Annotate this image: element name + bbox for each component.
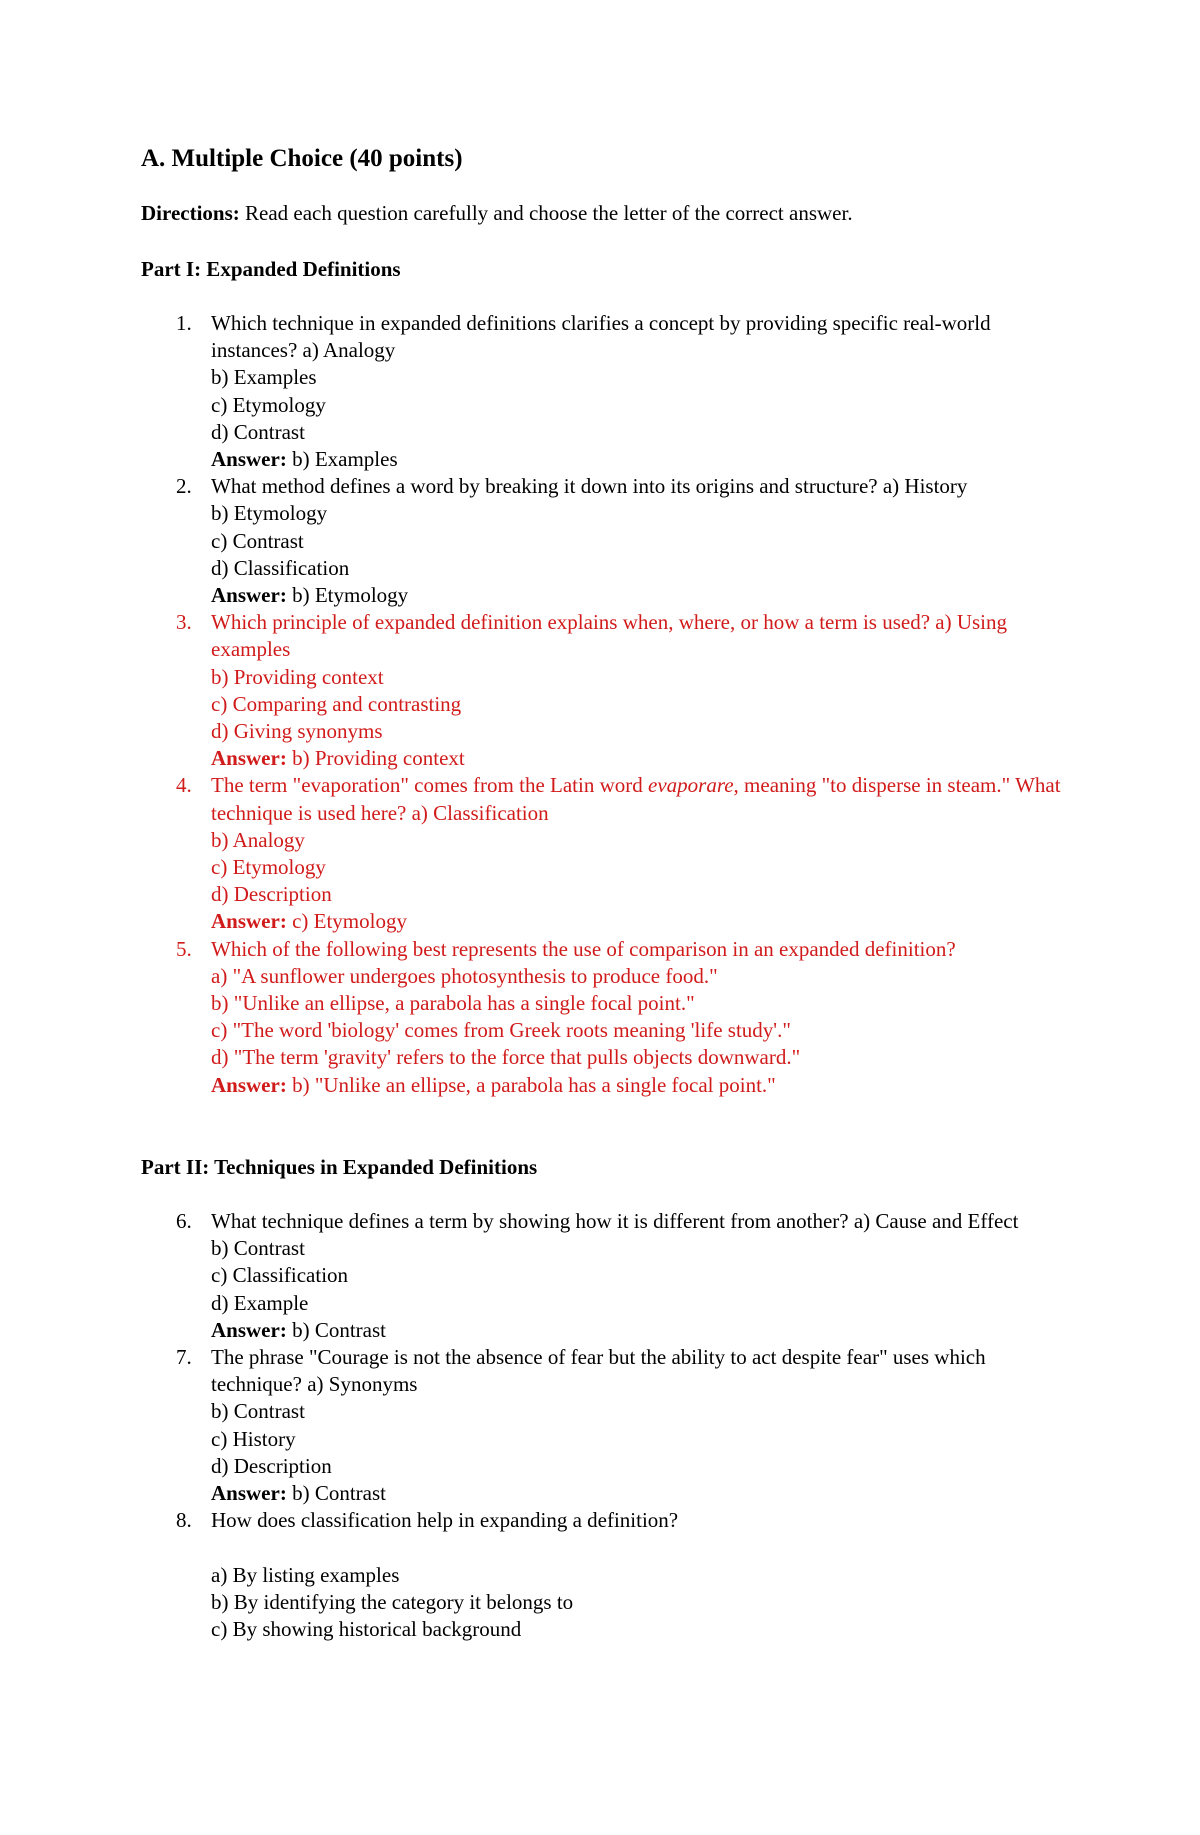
directions-label: Directions:	[141, 201, 240, 225]
answer-label: Answer:	[211, 1072, 287, 1097]
option-b: b) Analogy	[211, 827, 305, 852]
option-b: b) Providing context	[211, 664, 384, 689]
answer-label: Answer:	[211, 447, 287, 472]
option-d: d) Description	[211, 1453, 332, 1478]
answer-label: Answer:	[211, 1317, 287, 1342]
option-c: c) Etymology	[211, 392, 326, 417]
answer-text: c) Etymology	[286, 909, 407, 934]
question-number: 1.	[176, 311, 192, 335]
answer-label: Answer:	[211, 909, 287, 934]
answer-line	[211, 908, 1071, 935]
option-b: b) "Unlike an ellipse, a parabola has a single focal point."	[211, 991, 695, 1016]
question-number: 8.	[176, 1508, 192, 1533]
option-c: c) Comparing and contrasting	[211, 691, 462, 716]
latin-term: evaporare	[648, 773, 734, 798]
question-text: How does classification help in expanding a definition?	[211, 1508, 679, 1533]
answer-label: Answer:	[211, 583, 287, 608]
answer-line	[211, 582, 1071, 609]
question-number: 3.	[176, 610, 192, 635]
option-c: c) Classification	[211, 1263, 349, 1288]
question-text: What method defines a word by breaking it down into its origins and structure? a) History	[211, 474, 968, 499]
option-d: d) Classification	[211, 555, 350, 580]
answer-line	[211, 1317, 1071, 1344]
answer-line	[211, 1072, 1071, 1099]
question-2	[141, 473, 1071, 609]
answer-text: b) Providing context	[286, 746, 465, 771]
answer-text: b) Contrast	[286, 1317, 386, 1342]
option-d: d) Giving synonyms	[211, 719, 383, 744]
part-2-question-list	[141, 1208, 1071, 1643]
question-text-after: , meaning "to disperse in steam." What technique is used here? a) Classification	[211, 773, 1061, 825]
answer-text: b) Contrast	[286, 1481, 386, 1506]
option-c: c) History	[211, 1426, 296, 1451]
question-text: Which technique in expanded definitions clarifies a concept by providing specific real-world instances? a) Analogy	[211, 311, 991, 363]
option-d: d) Description	[211, 882, 332, 907]
option-c: c) By showing historical background	[211, 1617, 522, 1642]
answer-line	[211, 446, 1071, 473]
question-1	[141, 310, 1071, 473]
option-a: a) "A sunflower undergoes photosynthesis to produce food."	[211, 963, 718, 988]
question-number: 7.	[176, 1345, 192, 1370]
answer-text: b) Etymology	[286, 583, 409, 608]
option-b: b) Etymology	[211, 501, 328, 526]
question-3	[141, 609, 1071, 772]
question-number: 4.	[176, 773, 192, 798]
answer-text: b) Examples	[286, 447, 398, 472]
answer-line	[211, 1480, 1071, 1507]
question-7	[141, 1344, 1071, 1507]
answer-text: b) "Unlike an ellipse, a parabola has a single focal point."	[286, 1072, 776, 1097]
question-text: What technique defines a term by showing how it is different from another? a) Cause and Effect	[211, 1209, 1019, 1233]
directions-text: Read each question carefully and choose the letter of the correct answer.	[239, 201, 853, 225]
option-c: c) Etymology	[211, 855, 326, 880]
question-text: The phrase "Courage is not the absence of fear but the ability to act despite fear" uses which technique? a) Synonyms	[211, 1345, 986, 1397]
option-d: d) "The term 'gravity' refers to the force that pulls objects downward."	[211, 1045, 801, 1070]
answer-label: Answer:	[211, 1481, 287, 1506]
option-a: a) By listing examples	[211, 1562, 400, 1587]
question-number: 6.	[176, 1209, 192, 1233]
question-number: 5.	[176, 936, 192, 961]
option-b: b) Contrast	[211, 1236, 305, 1261]
question-8	[141, 1507, 1071, 1643]
answer-label: Answer:	[211, 746, 287, 771]
question-text: Which of the following best represents the use of comparison in an expanded definition?	[211, 936, 956, 961]
question-text: Which principle of expanded definition explains when, where, or how a term is used? a) Using examples	[211, 610, 1008, 662]
section-title: A. Multiple Choice (40 points)	[141, 145, 463, 172]
answer-line	[211, 745, 1071, 772]
question-6	[141, 1208, 1071, 1344]
option-b: b) Contrast	[211, 1399, 305, 1424]
option-d: d) Contrast	[211, 419, 305, 444]
option-c: c) Contrast	[211, 528, 304, 553]
option-d: d) Example	[211, 1290, 309, 1315]
directions	[141, 200, 853, 227]
part-1-title: Part I: Expanded Definitions	[141, 257, 401, 281]
part-2-title: Part II: Techniques in Expanded Definitions	[141, 1155, 538, 1179]
question-number: 2.	[176, 474, 192, 499]
option-c: c) "The word 'biology' comes from Greek roots meaning 'life study'."	[211, 1018, 791, 1043]
question-4	[141, 772, 1071, 935]
blank-line	[211, 1534, 1071, 1561]
question-5	[141, 936, 1071, 1099]
question-text-before: The term "evaporation" comes from the Latin word	[211, 773, 649, 798]
option-b: b) Examples	[211, 365, 317, 390]
option-b: b) By identifying the category it belongs to	[211, 1589, 574, 1614]
part-1-question-list	[141, 310, 1071, 1099]
